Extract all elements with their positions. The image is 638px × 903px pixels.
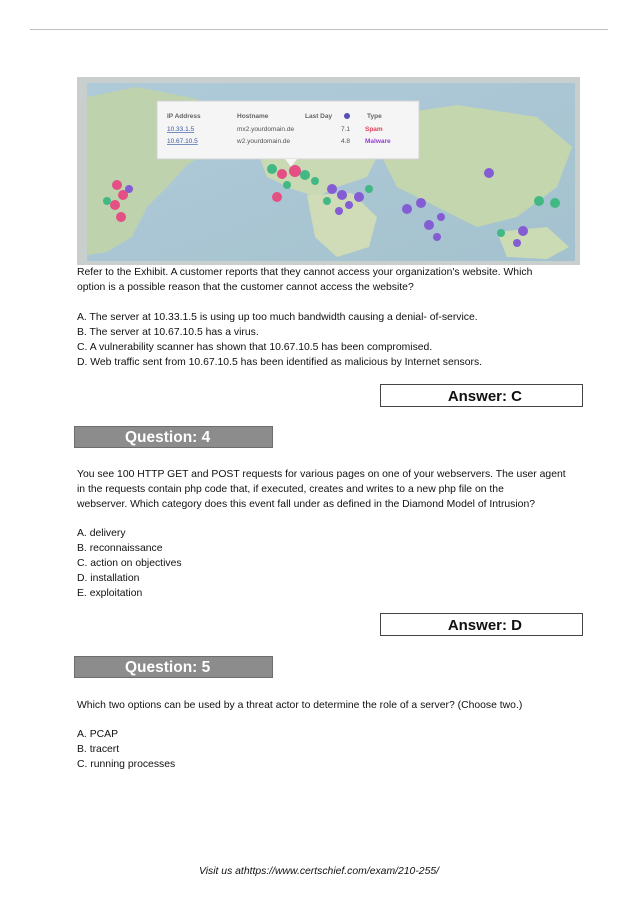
tooltip-header-hostname: Hostname <box>237 113 269 120</box>
q3-option-d: D. Web traffic sent from 10.67.10.5 has been identified as malicious by Internet sensors. <box>77 357 483 368</box>
q3-answer: Answer: C <box>447 388 522 405</box>
q3-option-b: B. The server at 10.67.10.5 has a virus. <box>77 327 259 338</box>
q4-text-line: in the requests contain php code that, if executed, creates and writes to a new php file on the <box>77 484 504 495</box>
tooltip-row1-type: Spam <box>365 126 383 133</box>
exhibit-map-image <box>77 77 580 265</box>
q5-question-text <box>77 698 580 713</box>
q4-options <box>77 526 580 601</box>
q5-header <box>74 656 273 678</box>
q4-header-label: Question: 4 <box>125 429 211 446</box>
tooltip-row2-ip: 10.67.10.5 <box>167 138 198 145</box>
q3-answer-box <box>380 384 583 407</box>
footer-link[interactable]: Visit us athttps://www.certschief.com/exam/210-255/ <box>198 866 440 877</box>
q5-header-label: Question: 5 <box>125 659 211 676</box>
q4-option-c: C. action on objectives <box>77 558 182 569</box>
tooltip-row1-ip: 10.33.1.5 <box>167 126 195 133</box>
q5-option-c: C. running processes <box>77 759 176 770</box>
q3-option-a: A. The server at 10.33.1.5 is using up too much bandwidth causing a denial- of-service. <box>77 312 478 323</box>
q4-answer-box <box>380 613 583 636</box>
q4-option-a: A. delivery <box>77 528 126 539</box>
q3-option-c: C. A vulnerability scanner has shown that 10.67.10.5 has been compromised. <box>77 342 433 353</box>
q4-header <box>74 426 273 448</box>
tooltip-header-type: Type <box>367 113 382 120</box>
q5-option-a: A. PCAP <box>77 729 118 740</box>
q3-question-text <box>77 265 580 295</box>
tooltip-row2-hostname: w2.yourdomain.de <box>237 138 291 145</box>
tooltip-row1-lastday: 7.1 <box>341 126 351 133</box>
tooltip-row1-hostname: mx2.yourdomain.de <box>237 126 295 133</box>
tooltip-header-ip: IP Address <box>167 113 201 120</box>
q5-options <box>77 727 580 772</box>
q5-text-line: Which two options can be used by a threat actor to determine the role of a server? (Choose two.) <box>77 700 523 711</box>
tooltip-header-lastday: Last Day <box>305 113 333 120</box>
q3-text-line: Refer to the Exhibit. A customer reports that they cannot access your organization's website. Which <box>77 267 533 278</box>
q4-option-d: D. installation <box>77 573 140 584</box>
q3-text-line: option is a possible reason that the customer cannot access the website? <box>77 282 414 293</box>
q4-answer: Answer: D <box>447 617 522 634</box>
q4-question-text <box>77 467 580 512</box>
q4-text-line: You see 100 HTTP GET and POST requests for various pages on one of your webservers. The user agent <box>77 469 566 480</box>
top-rule <box>30 29 608 30</box>
q4-text-line: webserver. Which category does this event fall under as defined in the Diamond Model of Intrusion? <box>77 499 536 510</box>
q4-option-b: B. reconnaissance <box>77 543 163 554</box>
tooltip-row2-lastday: 4.8 <box>341 138 351 145</box>
q3-options <box>77 310 580 370</box>
q4-option-e: E. exploitation <box>77 588 143 599</box>
tooltip-row2-type: Malware <box>365 138 391 145</box>
q5-option-b: B. tracert <box>77 744 120 755</box>
